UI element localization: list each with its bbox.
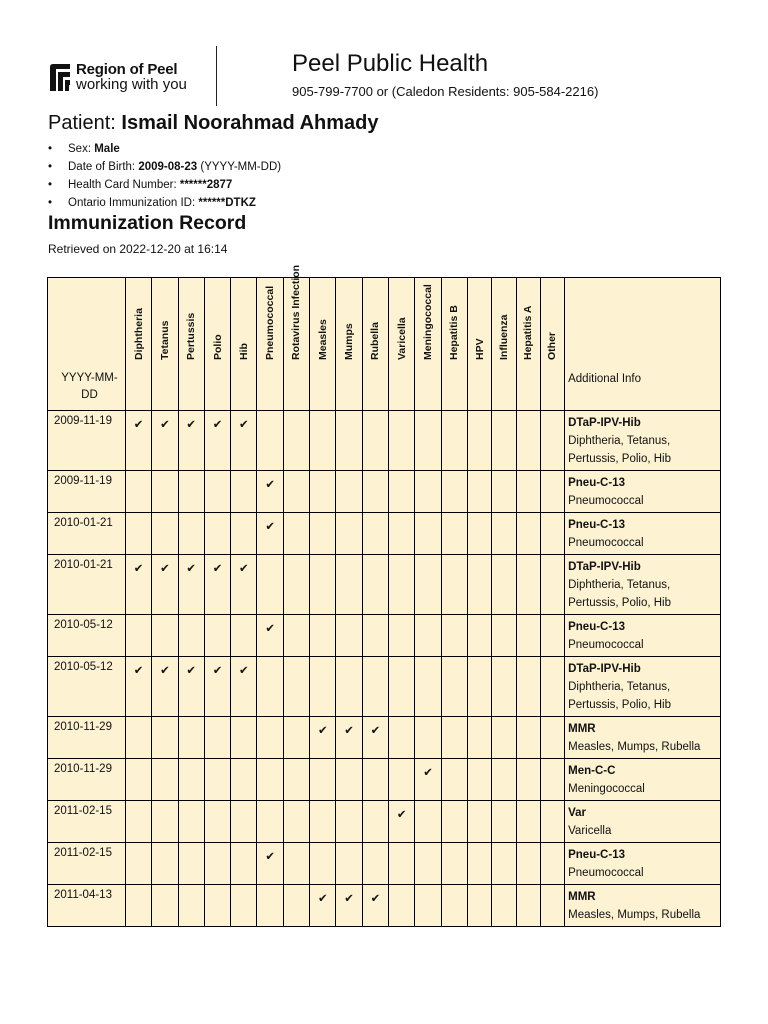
empty-cell	[204, 885, 230, 927]
empty-cell	[178, 471, 204, 513]
empty-cell	[389, 717, 415, 759]
list-item	[48, 194, 281, 212]
empty-cell	[415, 657, 441, 717]
empty-cell	[540, 759, 564, 801]
empty-cell	[441, 843, 467, 885]
vaccine-description: Pneumococcal	[568, 867, 644, 879]
empty-cell	[152, 615, 178, 657]
empty-cell	[492, 471, 516, 513]
vaccine-description: Varicella	[568, 825, 612, 837]
empty-cell	[310, 759, 336, 801]
checkmark-icon: ✔	[362, 885, 388, 927]
empty-cell	[516, 885, 540, 927]
column-header-meningococcal: Meningococcal	[415, 278, 441, 411]
empty-cell	[516, 555, 540, 615]
empty-cell	[415, 513, 441, 555]
table-row	[48, 843, 721, 885]
dob-format: (YYYY-MM-DD)	[200, 161, 282, 173]
checkmark-icon: ✔	[231, 555, 257, 615]
empty-cell	[178, 759, 204, 801]
empty-cell	[152, 885, 178, 927]
patient-label: Patient:	[48, 112, 116, 134]
empty-cell	[125, 759, 151, 801]
row-additional-info	[565, 615, 721, 657]
empty-cell	[204, 717, 230, 759]
empty-cell	[125, 801, 151, 843]
empty-cell	[516, 615, 540, 657]
oiid-value: ******DTKZ	[198, 197, 256, 209]
checkmark-icon: ✔	[257, 471, 283, 513]
additional-info-header	[565, 278, 721, 411]
column-header-influenza: Influenza	[492, 278, 516, 411]
column-header-pneumococcal: Pneumococcal	[257, 278, 283, 411]
row-date: 2009-11-19	[48, 471, 126, 513]
column-header-varicella: Varicella	[389, 278, 415, 411]
list-item	[48, 140, 281, 158]
empty-cell	[516, 471, 540, 513]
empty-cell	[540, 411, 564, 471]
vaccine-name: DTaP-IPV-Hib	[568, 417, 641, 429]
empty-cell	[257, 657, 283, 717]
empty-cell	[152, 801, 178, 843]
vaccine-name: Pneu-C-13	[568, 849, 625, 861]
empty-cell	[178, 843, 204, 885]
row-additional-info	[565, 471, 721, 513]
empty-cell	[231, 471, 257, 513]
row-date: 2011-04-13	[48, 885, 126, 927]
vaccine-name: DTaP-IPV-Hib	[568, 561, 641, 573]
checkmark-icon: ✔	[204, 411, 230, 471]
list-item	[48, 176, 281, 194]
empty-cell	[467, 759, 491, 801]
empty-cell	[178, 885, 204, 927]
empty-cell	[310, 513, 336, 555]
empty-cell	[389, 615, 415, 657]
table-row	[48, 801, 721, 843]
empty-cell	[389, 759, 415, 801]
table-row	[48, 411, 721, 471]
empty-cell	[362, 843, 388, 885]
checkmark-icon: ✔	[231, 657, 257, 717]
org-phone: 905-799-7700 or (Caledon Residents: 905-584-2216)	[292, 84, 599, 99]
empty-cell	[336, 657, 362, 717]
empty-cell	[516, 843, 540, 885]
dob-value: 2009-08-23	[138, 161, 198, 173]
table-row	[48, 717, 721, 759]
date-header-label: YYYY-MM-DD	[61, 372, 118, 401]
empty-cell	[336, 801, 362, 843]
empty-cell	[441, 513, 467, 555]
header-divider	[216, 46, 217, 106]
oiid-label: Ontario Immunization ID:	[68, 197, 196, 209]
empty-cell	[389, 411, 415, 471]
empty-cell	[492, 843, 516, 885]
empty-cell	[467, 513, 491, 555]
vaccine-description: Diphtheria, Tetanus, Pertussis, Polio, Hib	[568, 579, 672, 609]
vaccine-name: Pneu-C-13	[568, 621, 625, 633]
empty-cell	[362, 657, 388, 717]
row-additional-info	[565, 657, 721, 717]
logo-name: Region of Peel	[76, 61, 178, 78]
empty-cell	[467, 615, 491, 657]
empty-cell	[540, 657, 564, 717]
record-title: Immunization Record	[48, 212, 247, 234]
row-date: 2009-11-19	[48, 411, 126, 471]
empty-cell	[283, 759, 309, 801]
vaccine-name: DTaP-IPV-Hib	[568, 663, 641, 675]
checkmark-icon: ✔	[257, 615, 283, 657]
column-header-hepatitis-a: Hepatitis A	[516, 278, 540, 411]
empty-cell	[152, 759, 178, 801]
vaccine-name: Pneu-C-13	[568, 477, 625, 489]
empty-cell	[467, 657, 491, 717]
empty-cell	[178, 513, 204, 555]
empty-cell	[283, 885, 309, 927]
empty-cell	[492, 801, 516, 843]
checkmark-icon: ✔	[178, 411, 204, 471]
empty-cell	[283, 615, 309, 657]
empty-cell	[441, 411, 467, 471]
empty-cell	[362, 555, 388, 615]
empty-cell	[257, 759, 283, 801]
column-header-rotavirus-infection: Rotavirus Infection	[283, 278, 309, 411]
empty-cell	[336, 759, 362, 801]
checkmark-icon: ✔	[257, 513, 283, 555]
empty-cell	[283, 513, 309, 555]
checkmark-icon: ✔	[125, 657, 151, 717]
row-date: 2010-11-29	[48, 717, 126, 759]
empty-cell	[257, 801, 283, 843]
empty-cell	[441, 615, 467, 657]
empty-cell	[441, 759, 467, 801]
empty-cell	[492, 555, 516, 615]
empty-cell	[540, 843, 564, 885]
column-header-pertussis: Pertussis	[178, 278, 204, 411]
row-additional-info	[565, 843, 721, 885]
empty-cell	[310, 657, 336, 717]
checkmark-icon: ✔	[125, 555, 151, 615]
empty-cell	[336, 513, 362, 555]
empty-cell	[362, 513, 388, 555]
peel-logo-icon	[48, 62, 72, 92]
empty-cell	[152, 843, 178, 885]
empty-cell	[231, 759, 257, 801]
empty-cell	[362, 759, 388, 801]
vaccine-name: MMR	[568, 723, 596, 735]
empty-cell	[257, 411, 283, 471]
empty-cell	[467, 471, 491, 513]
table-row	[48, 513, 721, 555]
empty-cell	[516, 759, 540, 801]
empty-cell	[257, 717, 283, 759]
empty-cell	[310, 555, 336, 615]
column-header-polio: Polio	[204, 278, 230, 411]
empty-cell	[492, 759, 516, 801]
vaccine-description: Meningococcal	[568, 783, 645, 795]
table-row	[48, 555, 721, 615]
checkmark-icon: ✔	[125, 411, 151, 471]
vaccine-name: MMR	[568, 891, 596, 903]
empty-cell	[231, 885, 257, 927]
row-additional-info	[565, 717, 721, 759]
checkmark-icon: ✔	[152, 555, 178, 615]
empty-cell	[415, 411, 441, 471]
empty-cell	[152, 513, 178, 555]
empty-cell	[540, 801, 564, 843]
empty-cell	[336, 471, 362, 513]
hcn-label: Health Card Number:	[68, 179, 177, 191]
empty-cell	[283, 471, 309, 513]
vaccine-description: Pneumococcal	[568, 495, 644, 507]
vaccine-description: Diphtheria, Tetanus, Pertussis, Polio, Hib	[568, 681, 672, 711]
empty-cell	[283, 717, 309, 759]
empty-cell	[467, 843, 491, 885]
empty-cell	[441, 471, 467, 513]
empty-cell	[441, 657, 467, 717]
empty-cell	[540, 555, 564, 615]
checkmark-icon: ✔	[362, 717, 388, 759]
empty-cell	[540, 615, 564, 657]
empty-cell	[152, 717, 178, 759]
empty-cell	[178, 801, 204, 843]
row-additional-info	[565, 555, 721, 615]
sex-value: Male	[94, 143, 120, 155]
empty-cell	[125, 717, 151, 759]
empty-cell	[492, 615, 516, 657]
empty-cell	[283, 657, 309, 717]
empty-cell	[516, 801, 540, 843]
empty-cell	[257, 885, 283, 927]
sex-label: Sex:	[68, 143, 92, 155]
empty-cell	[492, 513, 516, 555]
empty-cell	[540, 885, 564, 927]
empty-cell	[415, 885, 441, 927]
date-column-header	[48, 278, 126, 411]
empty-cell	[125, 615, 151, 657]
empty-cell	[283, 555, 309, 615]
column-header-hepatitis-b: Hepatitis B	[441, 278, 467, 411]
empty-cell	[310, 801, 336, 843]
vaccine-name: Men-C-C	[568, 765, 616, 777]
column-header-other: Other	[540, 278, 564, 411]
hcn-value: ******2877	[179, 179, 233, 191]
empty-cell	[362, 615, 388, 657]
empty-cell	[231, 801, 257, 843]
row-date: 2010-01-21	[48, 513, 126, 555]
row-additional-info	[565, 759, 721, 801]
vaccine-description: Diphtheria, Tetanus, Pertussis, Polio, Hib	[568, 435, 672, 465]
row-date: 2010-05-12	[48, 615, 126, 657]
checkmark-icon: ✔	[257, 843, 283, 885]
empty-cell	[125, 885, 151, 927]
empty-cell	[516, 717, 540, 759]
empty-cell	[310, 615, 336, 657]
table-row	[48, 471, 721, 513]
empty-cell	[362, 471, 388, 513]
empty-cell	[415, 801, 441, 843]
empty-cell	[204, 471, 230, 513]
table-row	[48, 615, 721, 657]
patient-name: Ismail Noorahmad Ahmady	[121, 112, 379, 134]
empty-cell	[125, 513, 151, 555]
row-additional-info	[565, 411, 721, 471]
logo-tagline: working with you	[76, 76, 187, 93]
column-header-hpv: HPV	[467, 278, 491, 411]
empty-cell	[467, 555, 491, 615]
empty-cell	[441, 555, 467, 615]
table-row	[48, 657, 721, 717]
empty-cell	[389, 885, 415, 927]
vaccine-description: Measles, Mumps, Rubella	[568, 909, 701, 921]
column-header-hib: Hib	[231, 278, 257, 411]
empty-cell	[415, 471, 441, 513]
empty-cell	[204, 843, 230, 885]
empty-cell	[467, 885, 491, 927]
empty-cell	[231, 843, 257, 885]
empty-cell	[467, 801, 491, 843]
empty-cell	[362, 801, 388, 843]
row-additional-info	[565, 801, 721, 843]
row-date: 2010-11-29	[48, 759, 126, 801]
empty-cell	[283, 843, 309, 885]
empty-cell	[389, 513, 415, 555]
vaccine-name: Var	[568, 807, 587, 819]
checkmark-icon: ✔	[310, 717, 336, 759]
column-header-rubella: Rubella	[362, 278, 388, 411]
row-date: 2010-01-21	[48, 555, 126, 615]
empty-cell	[231, 513, 257, 555]
checkmark-icon: ✔	[310, 885, 336, 927]
empty-cell	[415, 717, 441, 759]
empty-cell	[492, 411, 516, 471]
empty-cell	[125, 843, 151, 885]
row-date: 2011-02-15	[48, 843, 126, 885]
vaccine-description: Pneumococcal	[568, 639, 644, 651]
retrieved-timestamp: Retrieved on 2022-12-20 at 16:14	[48, 242, 228, 256]
empty-cell	[257, 555, 283, 615]
empty-cell	[336, 555, 362, 615]
row-additional-info	[565, 513, 721, 555]
empty-cell	[231, 717, 257, 759]
empty-cell	[540, 471, 564, 513]
checkmark-icon: ✔	[231, 411, 257, 471]
immunization-table	[47, 264, 721, 927]
checkmark-icon: ✔	[204, 555, 230, 615]
empty-cell	[125, 471, 151, 513]
empty-cell	[231, 615, 257, 657]
empty-cell	[204, 801, 230, 843]
empty-cell	[540, 717, 564, 759]
empty-cell	[415, 555, 441, 615]
empty-cell	[204, 513, 230, 555]
table-row	[48, 759, 721, 801]
table-header-row	[48, 278, 721, 411]
vaccine-description: Measles, Mumps, Rubella	[568, 741, 701, 753]
empty-cell	[516, 513, 540, 555]
empty-cell	[310, 843, 336, 885]
region-of-peel-logo	[48, 62, 187, 92]
checkmark-icon: ✔	[152, 657, 178, 717]
checkmark-icon: ✔	[415, 759, 441, 801]
empty-cell	[336, 615, 362, 657]
empty-cell	[492, 885, 516, 927]
empty-cell	[540, 513, 564, 555]
empty-cell	[415, 843, 441, 885]
checkmark-icon: ✔	[152, 411, 178, 471]
empty-cell	[389, 555, 415, 615]
empty-cell	[310, 471, 336, 513]
checkmark-icon: ✔	[336, 885, 362, 927]
empty-cell	[152, 471, 178, 513]
table-row	[48, 885, 721, 927]
empty-cell	[441, 801, 467, 843]
row-date: 2010-05-12	[48, 657, 126, 717]
column-header-measles: Measles	[310, 278, 336, 411]
additional-info-label: Additional Info	[568, 373, 641, 385]
dob-label: Date of Birth:	[68, 161, 136, 173]
empty-cell	[389, 657, 415, 717]
checkmark-icon: ✔	[204, 657, 230, 717]
column-header-diphtheria: Diphtheria	[125, 278, 151, 411]
checkmark-icon: ✔	[389, 801, 415, 843]
patient-heading	[48, 112, 379, 135]
empty-cell	[467, 411, 491, 471]
empty-cell	[467, 717, 491, 759]
empty-cell	[204, 759, 230, 801]
empty-cell	[283, 801, 309, 843]
empty-cell	[310, 411, 336, 471]
column-header-tetanus: Tetanus	[152, 278, 178, 411]
empty-cell	[362, 411, 388, 471]
empty-cell	[336, 843, 362, 885]
list-item	[48, 158, 281, 176]
checkmark-icon: ✔	[336, 717, 362, 759]
column-header-mumps: Mumps	[336, 278, 362, 411]
empty-cell	[441, 885, 467, 927]
empty-cell	[516, 411, 540, 471]
row-date: 2011-02-15	[48, 801, 126, 843]
patient-info-list	[48, 140, 281, 212]
vaccine-name: Pneu-C-13	[568, 519, 625, 531]
empty-cell	[516, 657, 540, 717]
empty-cell	[178, 717, 204, 759]
empty-cell	[441, 717, 467, 759]
empty-cell	[389, 843, 415, 885]
checkmark-icon: ✔	[178, 657, 204, 717]
empty-cell	[415, 615, 441, 657]
org-title: Peel Public Health	[292, 50, 489, 77]
empty-cell	[283, 411, 309, 471]
vaccine-description: Pneumococcal	[568, 537, 644, 549]
empty-cell	[492, 717, 516, 759]
empty-cell	[336, 411, 362, 471]
empty-cell	[204, 615, 230, 657]
empty-cell	[492, 657, 516, 717]
empty-cell	[178, 615, 204, 657]
empty-cell	[389, 471, 415, 513]
row-additional-info	[565, 885, 721, 927]
checkmark-icon: ✔	[178, 555, 204, 615]
